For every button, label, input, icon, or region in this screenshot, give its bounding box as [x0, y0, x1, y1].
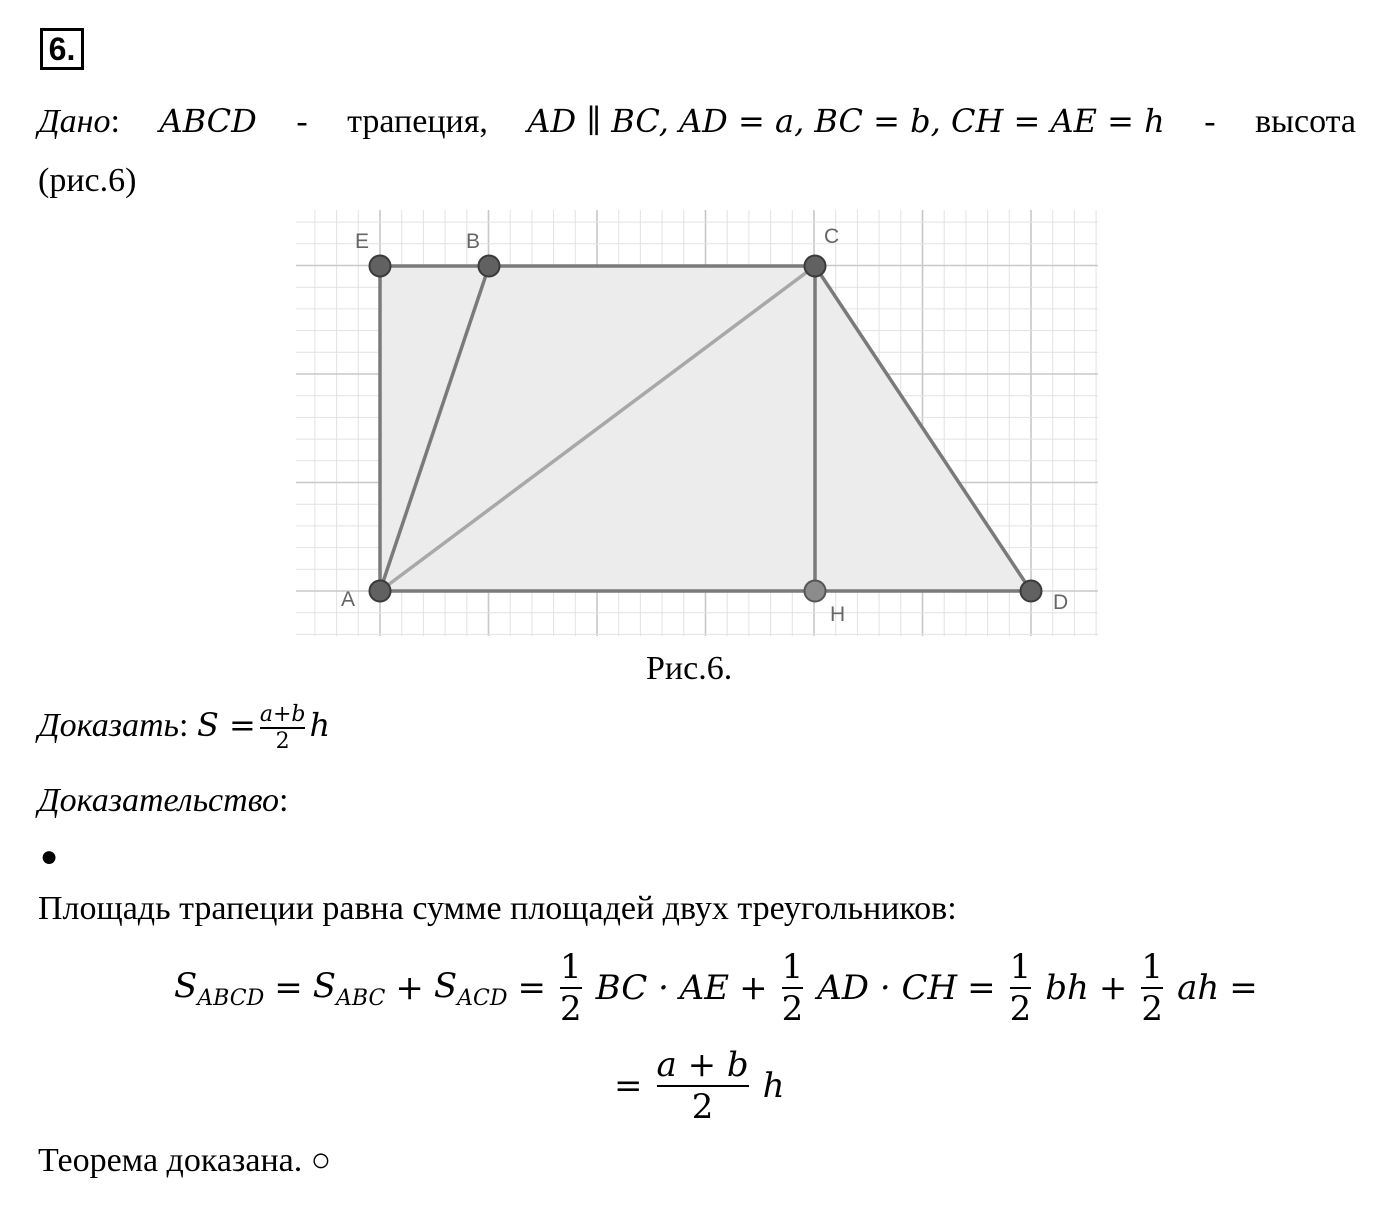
label-E: E	[355, 230, 370, 253]
given-label: Дано	[38, 103, 111, 140]
figure-name: ABCD	[159, 102, 257, 140]
equation-line-1: $S_{ABCD}$ = $S_{ABC}$ + $S_{ACD}$ = $\frac{1}{2}$ BC · AE + $\frac{1}{2}$ AD · CH = $\frac{1}{2}$ bh + $\frac{1}{2}$ ah =	[174, 947, 1258, 1029]
point-C	[805, 256, 826, 277]
equation-line-2: = $\frac{a + b}{2}$ h	[614, 1045, 785, 1127]
problem-number: 6.	[40, 28, 84, 70]
bullet: ●	[40, 840, 59, 873]
point-H	[805, 581, 826, 602]
half-fraction: $\frac{1}{2}$	[1141, 947, 1164, 1029]
label-B: B	[466, 230, 481, 253]
word-height: высота	[1255, 103, 1356, 140]
conclusion: Теорема доказана. ○	[38, 1142, 332, 1179]
half-fraction: $\frac{1}{2}$	[1009, 947, 1032, 1029]
given-line: Дано: ABCD - трапеция, AD ∥ BC, AD = a, BC = b, CH = AE = h - высота	[38, 102, 1356, 140]
half-fraction: $\frac{1}{2}$	[559, 947, 582, 1029]
proof-label: Доказательство	[38, 782, 280, 819]
proof-sentence: Площадь трапеции равна сумме площадей двух треугольников:	[38, 890, 957, 927]
prove-lhs: S =	[196, 705, 256, 744]
figure-reference: (рис.6)	[38, 162, 137, 199]
prove-line: Доказать: S = $\frac{a+b}{2}$ h	[38, 702, 331, 754]
label-D: D	[1053, 591, 1069, 614]
label-H: H	[830, 603, 846, 626]
point-A	[370, 581, 391, 602]
label-A: A	[341, 588, 356, 611]
point-B	[479, 256, 500, 277]
word-trapezoid: трапеция,	[347, 103, 488, 140]
prove-label: Доказать	[38, 706, 179, 744]
given-conditions: AD ∥ BC, AD = a, BC = b, CH = AE = h	[527, 102, 1165, 140]
proof-label-line: Доказательство:	[38, 782, 289, 819]
trapezoid-figure	[296, 206, 1100, 640]
half-fraction: $\frac{1}{2}$	[781, 947, 804, 1029]
final-fraction: $\frac{a + b}{2}$	[656, 1045, 749, 1127]
prove-fraction: $\frac{a+b}{2}$	[259, 702, 306, 754]
point-D	[1021, 581, 1042, 602]
point-E	[370, 256, 391, 277]
label-C: C	[824, 225, 840, 248]
trapezoid-fill	[380, 266, 1031, 591]
figure-caption: Рис.6.	[646, 650, 733, 687]
